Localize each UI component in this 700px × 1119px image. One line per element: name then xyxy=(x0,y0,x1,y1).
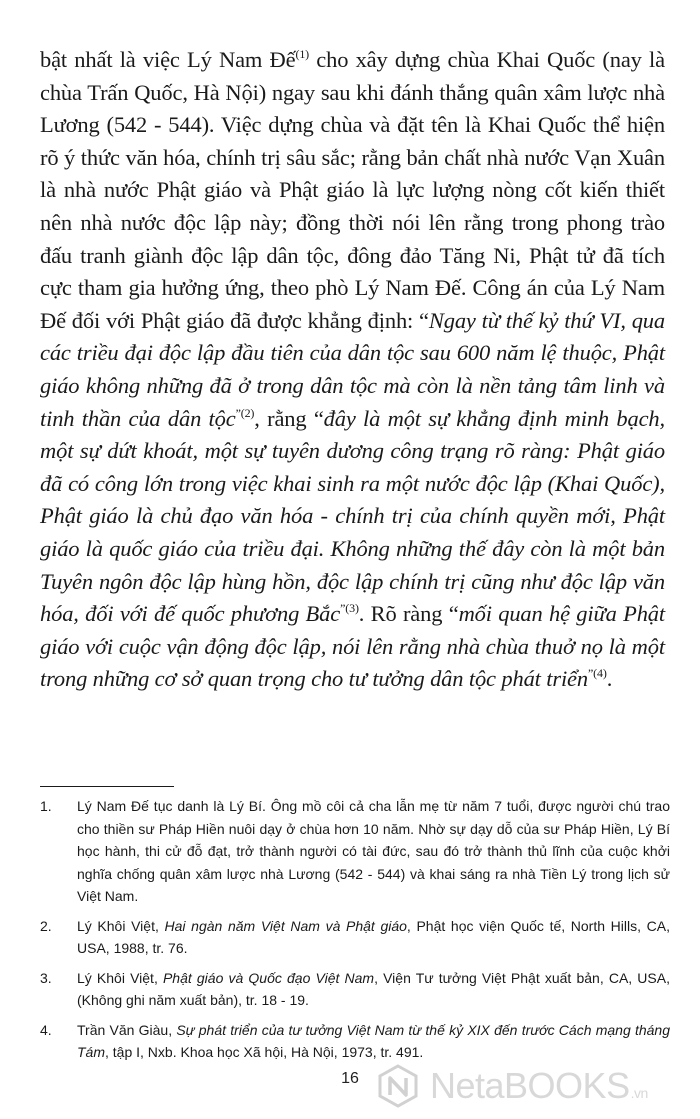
footnote-ref-3: ”(3) xyxy=(340,601,359,616)
footnote-item xyxy=(40,967,670,1012)
footnote-text xyxy=(77,1019,670,1064)
watermark-brand: NetaBOOKS xyxy=(430,1065,630,1106)
footnote-item xyxy=(40,915,670,960)
body-text-segment: cho xây dựng chùa Khai Quốc (nay là chùa Trấn Quốc, Hà Nội) ngay sau khi đánh thắng quân xâm lược nhà Lương (542 - 544). Việc dựng chùa và đặt tên là Khai Quốc thể hiện rõ ý thức văn hóa, chính trị sâu sắc; rằng bản chất nhà nước Vạn Xuân là nhà nước Phật giáo và Phật giáo là lực lượng nòng cốt kiến thiết nên nhà nước độc lập này; đồng thời nói lên rằng trong phong trào đấu tranh giành độc lập dân tộc, đông đảo Tăng Ni, Phật tử đã tích cực tham gia hưởng ứng, theo phò Lý Nam Đế. Công án của Lý Nam Đế đối với Phật giáo đã được khẳng định: “ xyxy=(40,47,665,333)
footnote-author: Trần Văn Giàu, xyxy=(77,1021,177,1038)
footnote-item xyxy=(40,795,670,908)
quote-2: đây là một sự khẳng định minh bạch, một sự dứt khoát, một sự tuyên dương công trạng rõ ràng: Phật giáo đã có công lớn trong việc khai sinh ra một nước độc lập (Khai Quốc), Phật giáo là chủ đạo văn hóa - chính trị của chính quyền mới, Phật giáo là quốc giáo của triều đại. Không những thế đây còn là một bản Tuyên ngôn độc lập hùng hồn, độc lập chính trị cũng như độc lập văn hóa, đối với đế quốc phương Bắc xyxy=(40,405,665,627)
watermark xyxy=(376,1064,648,1108)
body-paragraph xyxy=(40,44,665,696)
footnote-divider xyxy=(40,786,174,787)
footnote-ref-2: ”(2) xyxy=(235,405,255,420)
footnote-details: , tập I, Nxb. Khoa học Xã hội, Hà Nội, 1973, tr. 491. xyxy=(105,1044,424,1060)
footnote-number: 1. xyxy=(40,798,52,814)
footnote-number: 4. xyxy=(40,1021,52,1038)
quote-1: Ngay từ thế kỷ thứ VI, qua các triều đại độc lập đầu tiên của dân tộc sau 600 năm lệ thuộc, Phật giáo không những đã ở trong dân tộc mà còn là nền tảng tâm linh và tinh thần của dân tộc xyxy=(40,307,666,431)
footnote-details: , Viện Tư tưởng Việt Phật xuất bản, CA, USA, (Không ghi năm xuất bản), tr. 18 - 19. xyxy=(77,969,670,1008)
body-text-segment: bật nhất là việc Lý Nam Đế xyxy=(40,47,296,72)
footnote-ref-4: ”(4) xyxy=(588,666,607,681)
footnote-text xyxy=(77,967,670,1012)
footnote-title: Phật giáo và Quốc đạo Việt Nam xyxy=(162,969,375,986)
footnote-author: Lý Khôi Việt, xyxy=(77,917,165,934)
footnote-text xyxy=(77,915,670,960)
footnotes xyxy=(40,795,670,1071)
footnote-ref-1: (1) xyxy=(295,47,310,61)
footnote-title: Sự phát triển của tư tưởng Việt Nam từ thế kỷ XIX đến trước Cách mạng tháng Tám xyxy=(77,1021,670,1060)
footnote-number: 2. xyxy=(40,917,52,934)
body-text-segment: . Rõ ràng “ xyxy=(358,601,459,627)
watermark-text xyxy=(430,1065,648,1106)
quote-3: mối quan hệ giữa Phật giáo với cuộc vận động độc lập, nói lên rằng nhà chùa thuở nọ là một trong những cơ sở quan trọng cho tư tưởng dân tộc phát triển xyxy=(40,601,665,692)
page-number: 16 xyxy=(341,1070,359,1087)
footnote-author: Lý Khôi Việt, xyxy=(77,969,163,986)
footnote-details: , Phật học viện Quốc tế, North Hills, CA, USA, 1988, tr. 76. xyxy=(77,917,670,956)
netabooks-logo-icon xyxy=(376,1064,420,1108)
footnote-text: Lý Nam Đế tục danh là Lý Bí. Ông mồ côi cả cha lẫn mẹ từ năm 7 tuổi, được người chú trao cho thiền sư Pháp Hiền nuôi dạy ở chùa hơn 10 năm. Nhờ sự dạy dỗ của sư Pháp Hiền, Lý Bí học hành, thi cử đỗ đạt, trở thành người có tài đức, sau đó trở thành thủ lĩnh của cuộc khởi nghĩa chống quân xâm lược nhà Lương (542 - 544) và khai sáng ra nhà Tiền Lý trong lịch sử Việt Nam. xyxy=(77,798,670,904)
watermark-suffix: .vn xyxy=(630,1085,648,1101)
body-text-segment: . xyxy=(606,666,613,692)
footnote-title: Hai ngàn năm Việt Nam và Phật giáo xyxy=(164,917,407,934)
footnote-item xyxy=(40,1019,670,1064)
footnote-number: 3. xyxy=(40,969,52,986)
body-text-segment: , rằng “ xyxy=(254,405,324,431)
